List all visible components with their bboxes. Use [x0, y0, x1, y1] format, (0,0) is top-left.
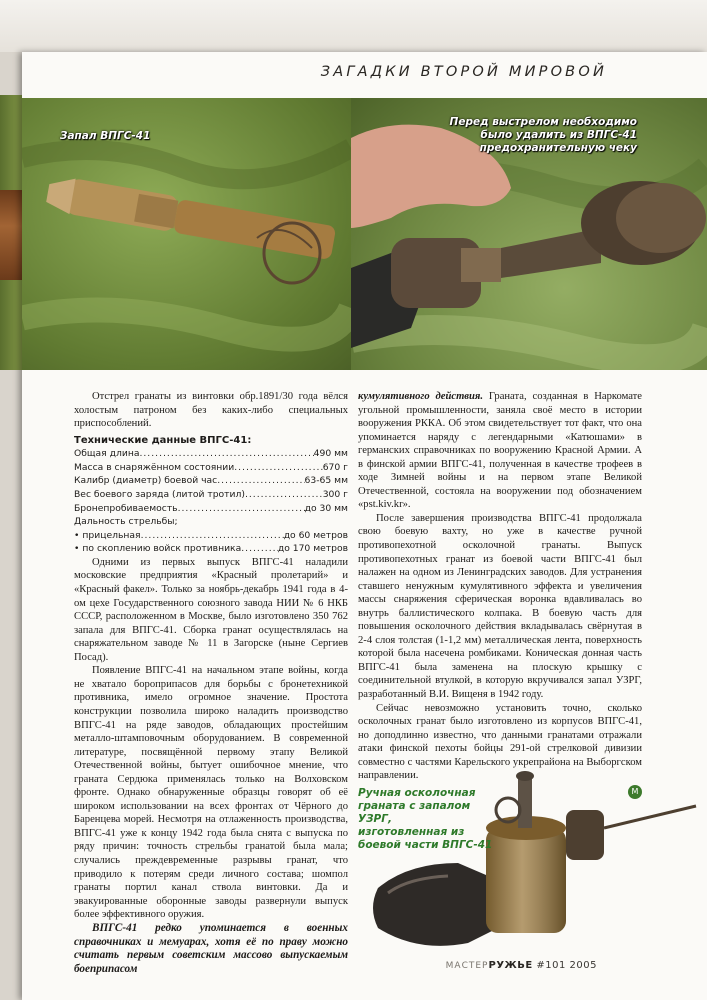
caption-line: Перед выстрелом необходимо	[449, 116, 637, 128]
spec-row	[74, 502, 348, 516]
range-row	[74, 542, 348, 556]
grenade-caption	[358, 787, 498, 852]
spec-label: Бронепробиваемость	[74, 502, 178, 514]
spec-label: Калибр (диаметр) боевой час	[74, 475, 218, 487]
paragraph	[358, 390, 642, 512]
spec-value: 670 г	[322, 461, 348, 473]
caption-line: Ручная осколочная	[358, 787, 476, 799]
grenade-right-fuze	[566, 806, 696, 860]
paragraph: Одними из первых выпуск ВПГС-41 наладили московские предприятия «Красный пролетарий» и «Красный факел». Только за ноябрь-декабрь 1941 года в 4-ом цехе Государственного союзного завода НИИ № 6 НКБ СССР, расположенном в Москве, было изготовлено 350 762 запала для ВПГС-41. Сборка гранат осуществлялась на снаряжательном заводе № 11 в Загорске (ныне Сергиев Посад).	[74, 556, 348, 663]
range-value: до 60 метров	[283, 529, 348, 541]
caption-line: граната с запалом УЗРГ,	[358, 800, 471, 825]
lead-paragraph: ВПГС-41 редко упоминается в военных справочниках и мемуарах, хотя её по праву можно считать первым советским массово выпускаемым боеприпасом	[74, 921, 348, 976]
spec-label: Вес боевого заряда (литой тротил)	[74, 488, 245, 500]
grenade-left-body	[373, 863, 498, 946]
spec-list	[74, 447, 348, 556]
paragraph-text: Сейчас невозможно установить точно, сколько осколочных гранат было изготовлено из корпусов ВПГС-41, но доподлинно известно, что данными гранатами отражали атаки финской пехоты бойцы 291-ой стрелковой дивизии совместно с частями Карельского укрепрайона на Выборгском направлении.	[358, 702, 642, 782]
range-label-item: • прицельная	[74, 529, 141, 543]
spec-label: Общая длина	[74, 448, 140, 460]
range-label: Дальность стрельбы;	[74, 516, 178, 528]
issue-number: #101 2005	[536, 960, 597, 971]
right-column	[358, 390, 642, 799]
spec-value: 63-65 мм	[304, 475, 348, 487]
magazine-name-part2: РУЖЬЕ	[488, 960, 533, 971]
paragraph-text: Граната, созданная в Наркомате угольной промышленности, заняла своё место в истории вооружения РККА. Об этом свидетельствует тот факт, что она упоминается наряду с легендарными «Катюшами» в германских справочниках по вооружению Красной Армии. А в финской армии ВПГС-41, полученная в качестве трофеев в ходе Зимней войны и на первом этапе Великой Отечественной, состояла на вооружении под обозначением «pst.kiv.kr».	[358, 391, 643, 511]
spec-label: Масса в снаряжённом состоянии	[74, 461, 235, 473]
left-column	[74, 390, 348, 977]
fuze-photo	[22, 98, 351, 370]
caption-line: предохранительную чеку	[479, 142, 637, 154]
page-footer	[446, 960, 597, 971]
caption-line: было удалить из ВПГС-41	[480, 129, 637, 141]
spec-row	[74, 474, 348, 488]
scan-top-edge	[0, 0, 707, 52]
intro-paragraph: Отстрел гранаты из винтовки обр.1891/30 года вёлся холостым патроном без каких-либо специальных приспособлений.	[74, 391, 348, 430]
magazine-name-part1: МАСТЕР	[445, 961, 489, 971]
safety-pin-caption	[450, 116, 637, 155]
spec-value: 490 мм	[313, 448, 348, 460]
range-value: до 170 метров	[277, 543, 348, 555]
range-row	[74, 529, 348, 543]
grenade-center-body	[486, 771, 566, 933]
caption-line: изготовленная из	[358, 826, 465, 838]
lead-continuation: кумулятивного действия.	[358, 391, 484, 402]
spec-value: 300 г	[322, 488, 348, 500]
safety-pin-photo	[351, 98, 707, 370]
fuze-caption: Запал ВПГС-41	[60, 130, 151, 142]
paragraph: Появление ВПГС-41 на начальном этапе войны, когда не хватало бороприпасов для борьбы с бронетехникой противника, имело огромное значение. Простота конструкции позволила широко наладить производство ВПГС-41 на ряде заводов, обладающих простейшим металло-штамповочным оборудованием. В современной литературе, посвящённой первому этапу Великой Отечественной войны, бытует ошибочное мнение, что граната Сердюка применялась только на Волховском фронте. Однако обнаруженные образцы говорят об её широком использовании на всех фронтах от Чёрного до Баренцева морей. Несмотря на отлаженность производства, ВПГС-41 уже к концу 1942 года была снята с выпуска по ряду причин: точность стрельбы гранатой была мала; случались преждевременные разрывы гранат, что приводило к потерям среди личного состава; шомпол гранаты портил канал ствола винтовки. Да и эвакуированные оборонные заводы развернули выпуск более эффективного оружия.	[74, 665, 348, 921]
spec-title: Технические данные ВПГС-41:	[74, 434, 252, 446]
spec-row	[74, 447, 348, 461]
range-label-item: • по скоплению войск противника	[74, 542, 241, 556]
caption-line: боевой части ВПГС-41	[358, 839, 493, 851]
paragraph: После завершения производства ВПГС-41 продолжала свою боевую вахту, но уже в качестве ручной противопехотной осколочной гранаты. Выпуск противопехотных гранат из боевой части ВПГС-41 был налажен на одном из Ленинградских заводов. Для устранения ставшего ненужным кумулятивного эффекта и увеличения массы снаряжения сферическая воронка вдавливалась во внутрь баллистического колпака. В боевую часть для повышения осколочного действия вкладывалась свёрнутая в 2-4 слоя толстая (1-1,2 мм) металлическая лента, поверхность которой была насечена ромбиками. Коническая донная часть ВПГС-41 была заменена на плоскую крышку с соединительной втулкой, в которую вкручивался запал УЗРГ, разработанный В.И. Вищеня в 1942 году.	[358, 512, 642, 701]
end-of-article-icon: М	[628, 785, 642, 799]
spec-value: до 30 мм	[304, 502, 348, 514]
spec-row	[74, 488, 348, 502]
section-header: ЗАГАДКИ ВТОРОЙ МИРОВОЙ	[320, 64, 607, 80]
spec-row	[74, 461, 348, 475]
